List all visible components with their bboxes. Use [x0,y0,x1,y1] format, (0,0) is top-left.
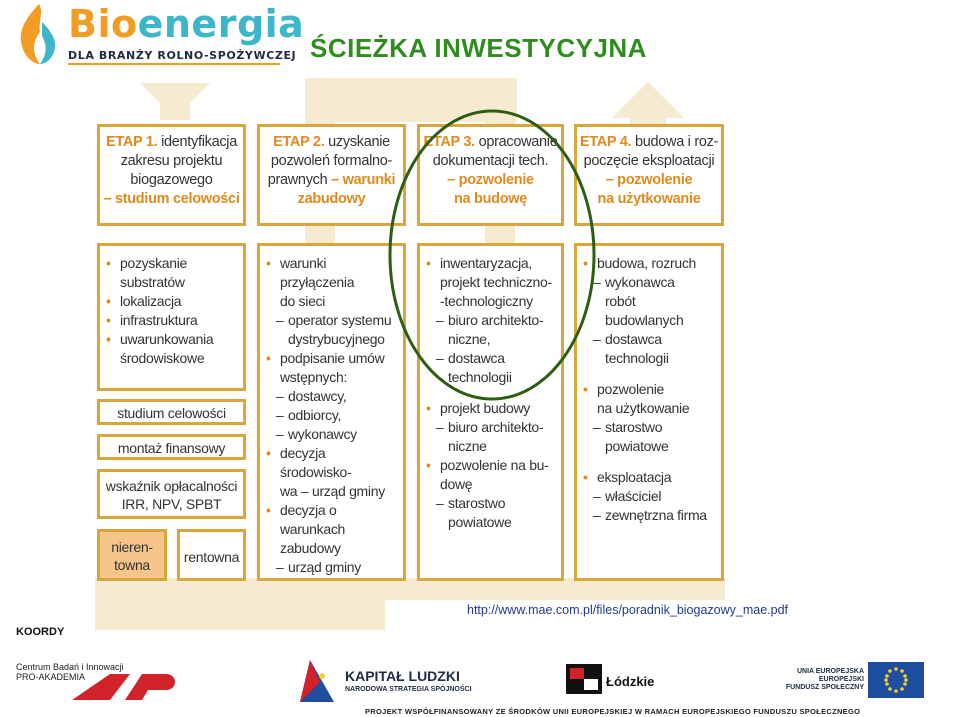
col2-subitem: – dostawcy, [266,387,399,406]
stage-2-head: ETAP 2. [273,134,325,150]
lodzkie-logo-icon [566,664,602,694]
col1-item-cont: środowiskowe [120,350,205,366]
wskaznik-line2: IRR, NPV, SPBT [121,496,222,512]
col2-subitem: – odbiorcy, [266,406,399,425]
col2-subitem-cont: dystrybucyjnego [288,331,385,347]
page-title: ŚCIEŻKA INWESTYCYJNA [310,33,647,63]
col1-list-box [97,243,246,391]
stage-2-box [257,124,406,226]
stage-1-box [97,124,246,226]
col3-item-cont: dowę [440,476,473,492]
stage-2-line3: prawnych [267,172,332,188]
col2-item: • podpisanie umów [266,349,399,368]
source-url[interactable]: http://www.mae.com.pl/files/poradnik_biogazowy_mae.pdf [467,603,788,617]
col3-subitem: – starostwo [426,494,557,513]
nierentowna-line1: nieren- [111,539,153,555]
logo-bio-text: Bio [68,2,138,46]
cofinancing-note: PROJEKT WSPÓŁFINANSOWANY ZE ŚRODKÓW UNII EUROPEJSKIEJ W RAMACH EUROPEJSKIEGO FUNDUSZU SPOŁECZNEGO [365,707,861,716]
stage-4-head: ETAP 4. [579,134,632,150]
stage-3-head: ETAP 3. [423,134,475,150]
col3-subitem-cont: technologii [448,369,512,385]
col2-item: • decyzja o warunkach [266,501,399,539]
logo-energia-text: energia [137,2,305,46]
stage-3-box [417,124,564,226]
col2-item-cont: do sieci [280,293,326,309]
eu-line3: FUNDUSZ SPOŁECZNY [785,684,864,691]
col1-item: • lokalizacja [106,292,239,311]
stage-4-line2: poczęcie eksploatacji [583,153,715,169]
lodzkie-text: Łódzkie [606,674,655,689]
nierentowna-line2: towna [114,557,150,573]
kapital-ludzki-sub: NARODOWA STRATEGIA SPÓJNOŚCI [345,686,472,693]
col3-item-cont: -technologiczny [440,293,533,309]
col4-subitem: – wykonawca [583,273,717,292]
col4-subitem-cont: powiatowe [605,438,669,454]
stage-1-line2: zakresu projektu [120,153,223,169]
col4-item: • budowa, rozruch [583,254,717,273]
stage-4-highlight-2: na użytkowanie [597,191,701,207]
eu-logo-text [780,668,864,692]
col2-subitem: – urząd gminy [266,558,399,577]
col3-subitem-cont: niczne [448,438,487,454]
col2-list-box [257,243,406,581]
kapital-ludzki-logo-icon [296,656,338,706]
col4-subitem-cont: technologii [605,350,669,366]
stage-3-highlight-2: na budowę [453,191,528,207]
col4-subitem: – starostwo [583,418,717,437]
stage-4-line1: budowa i roz- [631,134,719,150]
col4-subitem: – dostawca [583,330,717,349]
col2-subitem: – wykonawcy [266,425,399,444]
col2-item-cont: zabudowy [280,540,341,556]
col3-item-cont: projekt techniczno- [440,274,552,290]
logo-subtitle: DLA BRANŻY ROLNO-SPOŻYWCZEJ [68,49,297,62]
col4-item-cont: na użytkowanie [597,400,690,416]
eu-line1: UNIA EUROPEJSKA [796,668,864,675]
col2-subitem: – operator systemu [266,311,399,330]
col2-item: • warunki przyłączenia [266,254,399,292]
col1-item: • infrastruktura [106,311,239,330]
col3-subitem: – biuro architekto- [426,418,557,437]
cbi-line1: Centrum Badań i Innowacji [16,662,124,672]
col3-subitem-cont: niczne, [448,331,491,347]
stage-2-line1: uzyskanie [324,134,390,150]
stage-1-head: ETAP 1. [106,134,158,150]
eu-flag-icon [868,662,924,698]
stage-4-box [574,124,724,226]
stage-3-line2: dokumentacji tech. [432,153,549,169]
col3-subitem: – dostawca [426,349,557,368]
col3-item: • inwentaryzacja, [426,254,557,273]
col4-item: • pozwolenie [583,380,717,399]
col3-item: • pozwolenie na bu- [426,456,557,475]
col1-item: • pozyskanie [106,254,239,273]
stage-2-highlight: – warunki [331,172,396,188]
col2-item-cont: wa – urząd gminy [280,483,385,499]
col2-item: • decyzja środowisko- [266,444,399,482]
stage-1-highlight: – studium celowości [103,191,240,207]
stage-1-line1: identyfikacja [157,134,237,150]
col2-item-cont: wstępnych: [280,369,348,385]
eu-line2: EUROPEJSKI [818,676,864,683]
kapital-ludzki-title: KAPITAŁ LUDZKI [345,668,460,684]
col3-list-box [417,243,564,581]
col4-subitem: – zewnętrzna firma [583,506,717,525]
studium-box: studium celowości [97,399,246,425]
stage-2-highlight-2: zabudowy [297,191,366,207]
col4-subitem: – właściciel [583,487,717,506]
nierentowna-box [97,529,167,581]
koordy-text: KOORDY [16,626,65,638]
cbi-line2: PRO-AKADEMIA [16,672,86,682]
stage-3-highlight: – pozwolenie [447,172,534,188]
col4-subitem-cont: budowlanych [605,312,684,328]
col3-item: • projekt budowy [426,399,557,418]
col1-item: • uwarunkowania [106,330,239,349]
col3-subitem-cont: powiatowe [448,514,512,530]
stage-2-line2: pozwoleń formalno- [270,153,393,169]
wskaznik-line1: wskaźnik opłacalności [105,478,238,494]
wskaznik-box [97,469,246,519]
rentowna-box: rentowna [177,529,246,581]
col4-item: • eksploatacja [583,468,717,487]
stage-3-line1: opracowanie [474,134,558,150]
col4-subitem-cont: robót [605,293,636,309]
col4-list-box [574,243,724,581]
col3-subitem: – biuro architekto- [426,311,557,330]
stage-1-line3: biogazowego [130,172,213,188]
col1-item-cont: substratów [120,274,185,290]
stage-4-highlight: – pozwolenie [605,172,693,188]
ap-logo-icon [70,668,180,702]
montaz-box: montaż finansowy [97,434,246,460]
